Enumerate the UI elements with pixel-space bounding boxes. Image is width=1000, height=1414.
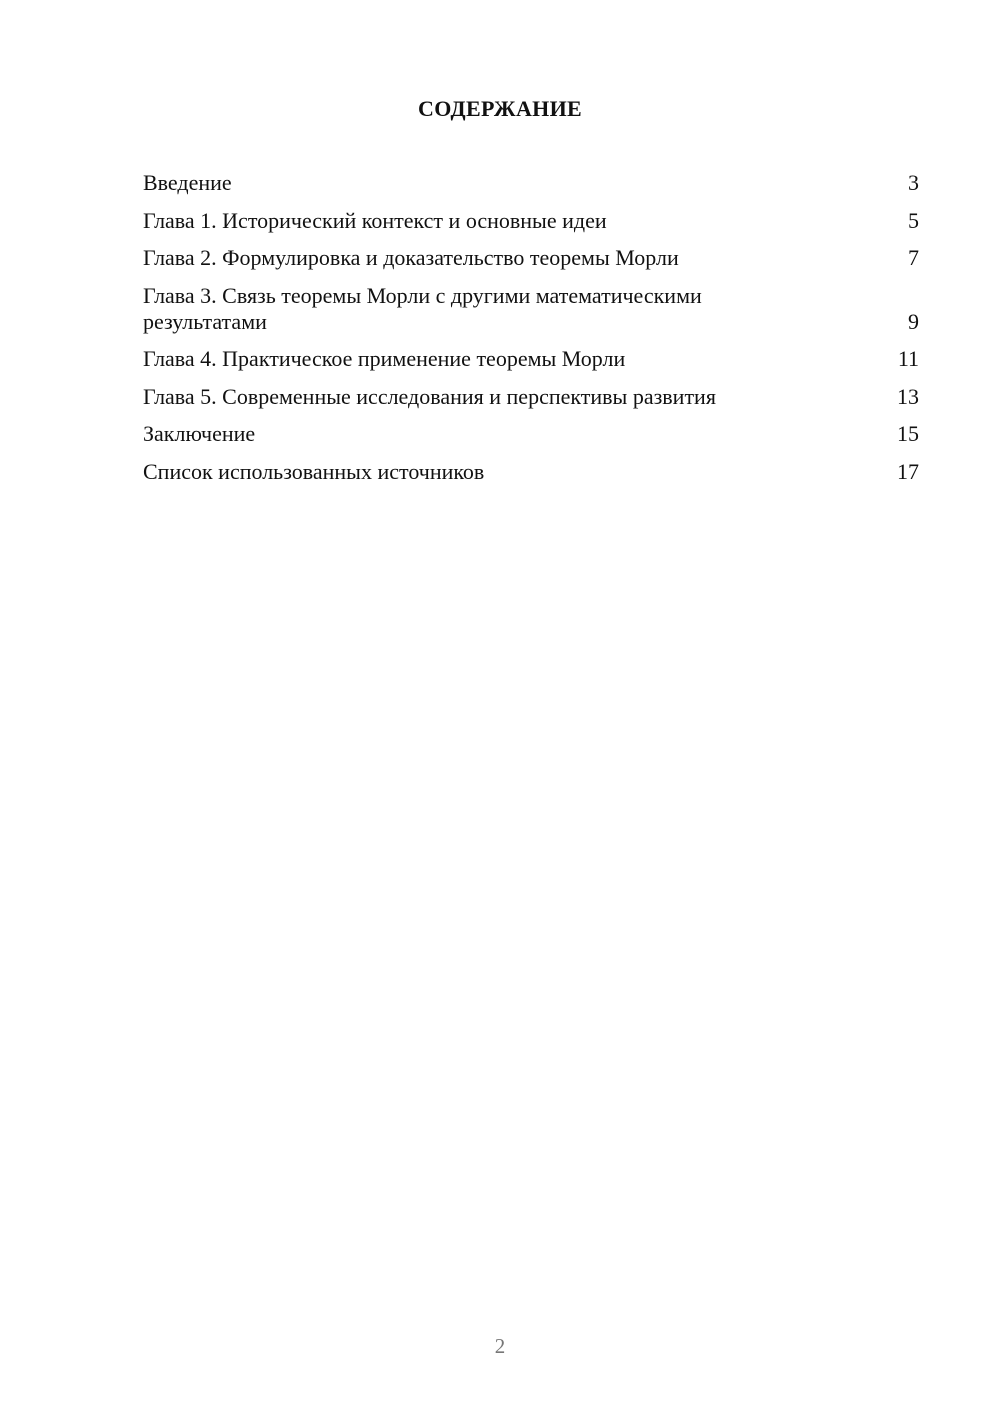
- toc-entry-page: 7: [908, 245, 919, 270]
- toc-entry-label: Заключение: [143, 421, 256, 446]
- toc-entry-chapter-3[interactable]: [143, 283, 919, 335]
- toc-entry-page: 3: [908, 170, 919, 195]
- toc-entry-label: Глава 2. Формулировка и доказательство теоремы Морли: [143, 245, 679, 270]
- table-of-contents: [143, 170, 919, 496]
- toc-entry-label: Глава 5. Современные исследования и перспективы развития: [143, 383, 716, 409]
- toc-entry-label: Введение: [143, 170, 232, 195]
- toc-entry-page: 5: [908, 207, 919, 233]
- toc-entry-page: 9: [908, 308, 919, 334]
- toc-entry-chapter-4[interactable]: [143, 346, 919, 372]
- toc-entry-label: Глава 4. Практическое применение теоремы Морли: [143, 346, 626, 371]
- toc-entry-page: 11: [897, 346, 919, 371]
- toc-entry-references[interactable]: [143, 459, 919, 485]
- toc-entry-page: 15: [897, 421, 919, 446]
- toc-entry-label: Список использованных источников: [143, 458, 485, 484]
- toc-entry-introduction[interactable]: [143, 170, 919, 196]
- toc-entry-chapter-5[interactable]: [143, 384, 919, 410]
- toc-title: СОДЕРЖАНИЕ: [418, 96, 582, 121]
- toc-entry-label: Глава 1. Исторический контекст и основные идеи: [143, 207, 607, 233]
- page-number: 2: [494, 1334, 506, 1358]
- toc-entry-label: Глава 3. Связь теоремы Морли с другими математическими результатами: [143, 282, 702, 334]
- toc-entry-conclusion[interactable]: [143, 421, 919, 447]
- toc-entry-chapter-2[interactable]: [143, 245, 919, 271]
- toc-entry-page: 13: [897, 383, 919, 409]
- toc-entry-page: 17: [897, 458, 919, 484]
- toc-entry-chapter-1[interactable]: [143, 208, 919, 234]
